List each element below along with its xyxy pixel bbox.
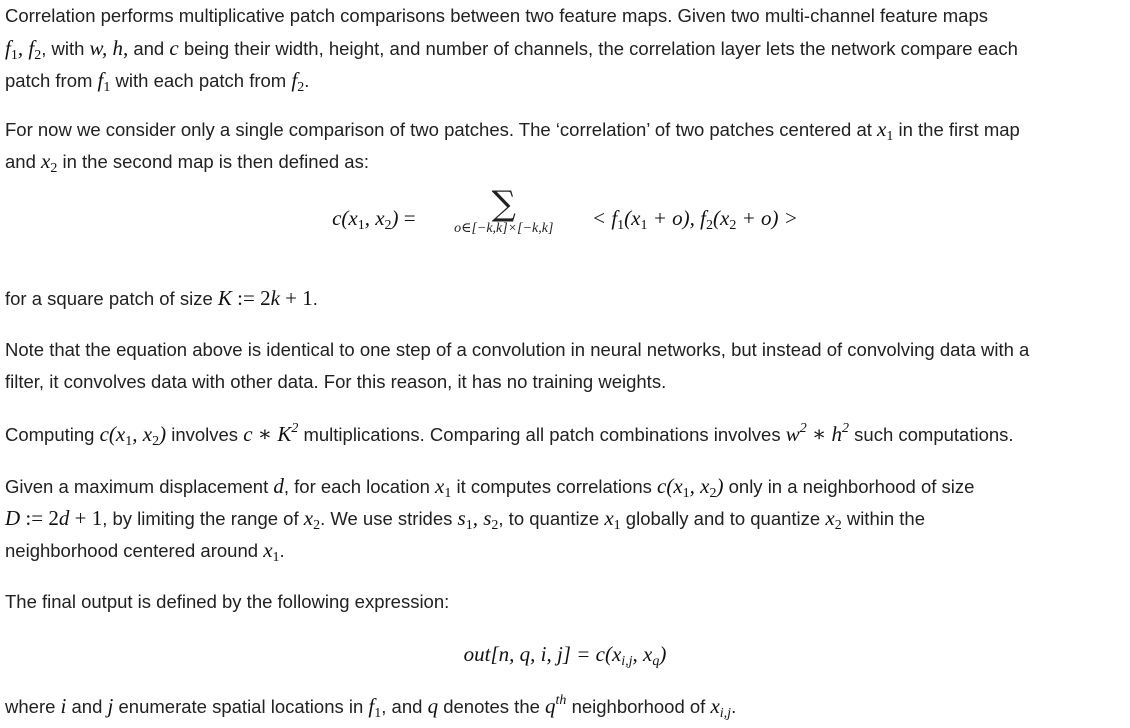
text-line: The final output is defined by the following expression: bbox=[5, 591, 450, 612]
text-line: Correlation performs multiplicative patch comparisons between two feature maps. Given two multi-channel feature maps bbox=[5, 5, 989, 26]
math-strides: $s_1$, $s_2$ bbox=[457, 506, 499, 533]
paragraph-enumeration bbox=[5, 690, 1127, 722]
math-i: i bbox=[60, 694, 67, 718]
paragraph-patch-size bbox=[5, 282, 1127, 314]
math-f1: $f_1$ bbox=[368, 694, 382, 721]
math-x1: $x_1$ bbox=[435, 474, 452, 501]
text-line: neighborhood centered around $x_1$. bbox=[5, 538, 285, 565]
text-line: For now we consider only a single comparison of two patches. The ‘correlation’ of two patches centered at $x_1$ in the first map bbox=[5, 117, 1020, 144]
math-w2-h2: $w^2$ ∗ $h^2$ bbox=[785, 421, 850, 446]
text-line: where i and j enumerate spatial locations in $f_1$, and q denotes the $q^{th}$ neighborhood of $x_{i,j}$. bbox=[5, 693, 737, 721]
math-x2: $x_2$ bbox=[825, 506, 842, 533]
math-f1: $f_1$ bbox=[97, 68, 111, 95]
text-line: and $x_2$ in the second map is then defined as: bbox=[5, 149, 369, 176]
sum-symbol: ∑ bbox=[491, 184, 516, 224]
math-x2: $x_2$ bbox=[303, 506, 321, 533]
math-patch-size: K := 2k + 1 bbox=[217, 286, 313, 310]
correlation-equation bbox=[0, 186, 1130, 256]
math-c-x1-x2: $c(x_1$, $x_2$) bbox=[99, 422, 167, 449]
math-x1: $x_1$ bbox=[877, 117, 894, 144]
math-d: d bbox=[273, 474, 284, 498]
summation bbox=[429, 186, 579, 250]
equation-rhs: < $f_1(x_1 + o)$, $f_2(x_2 + o)$ > bbox=[591, 206, 798, 233]
math-q-th: $q^{th}$ bbox=[545, 693, 567, 718]
text-line: $f_1$, $f_2$, with w, h, and c being their width, height, and number of channels, the correlation layer lets the network compare each bbox=[5, 36, 1018, 63]
text-line: for a square patch of size K := 2k + 1. bbox=[5, 286, 318, 310]
text-line: D := 2d + 1, by limiting the range of $x_2$. We use strides $s_1$, $s_2$, to quantize $x_1$ globally and to quantize $x_2$ within the bbox=[5, 506, 925, 533]
equation-lhs: $c(x_1$, $x_2$) = bbox=[332, 206, 416, 233]
text-line: Computing $c(x_1$, $x_2$) involves c ∗ $K^2$ multiplications. Comparing all patch combinations involves $w^2$ ∗ $h^2$ such computations. bbox=[5, 421, 1014, 449]
paragraph-computation-cost bbox=[5, 418, 1127, 450]
text-line: filter, it convolves data with other data. For this reason, it has no training weights. bbox=[5, 371, 667, 392]
equation-output: out[n, q, i, $j] = c(x_{i,j}$, $x_q$) bbox=[463, 642, 667, 669]
text-line: Note that the equation above is identical to one step of a convolution in neural networks, but instead of convolving data with a bbox=[5, 339, 1030, 360]
math-c: c bbox=[169, 36, 179, 60]
math-f2: $f_2$ bbox=[291, 68, 305, 95]
math-c-k2: c ∗ $K^2$ bbox=[243, 421, 299, 446]
paragraph-convolution-note bbox=[5, 334, 1127, 398]
math-w-h: w, h, bbox=[89, 36, 129, 60]
math-x2: $x_2$ bbox=[41, 149, 58, 176]
paragraph-intro bbox=[5, 0, 1127, 96]
math-q: q bbox=[427, 694, 439, 718]
math-f1-f2: $f_1$, $f_2$ bbox=[5, 36, 42, 63]
math-c-x1-x2: $c(x_1$, $x_2$) bbox=[657, 474, 724, 501]
sum-range: o∈[−k,k]×[−k,k] bbox=[454, 221, 554, 236]
math-neighborhood-size: D := 2d + 1 bbox=[5, 506, 103, 530]
paragraph-final-output bbox=[5, 586, 1127, 618]
math-x-ij: $x_{i,j}$ bbox=[710, 694, 732, 721]
output-equation bbox=[0, 636, 1130, 672]
math-x1: $x_1$ bbox=[263, 538, 280, 565]
text-line: patch from $f_1$ with each patch from $f_2$. bbox=[5, 68, 310, 95]
math-j: j bbox=[107, 694, 114, 718]
paragraph-displacement bbox=[5, 470, 1127, 566]
text-line: Given a maximum displacement d, for each location $x_1$ it computes correlations $c(x_1$, $x_2$) only in a neighborhood of size bbox=[5, 474, 975, 501]
math-x1: $x_1$ bbox=[604, 506, 621, 533]
paragraph-single-comparison bbox=[5, 113, 1127, 177]
